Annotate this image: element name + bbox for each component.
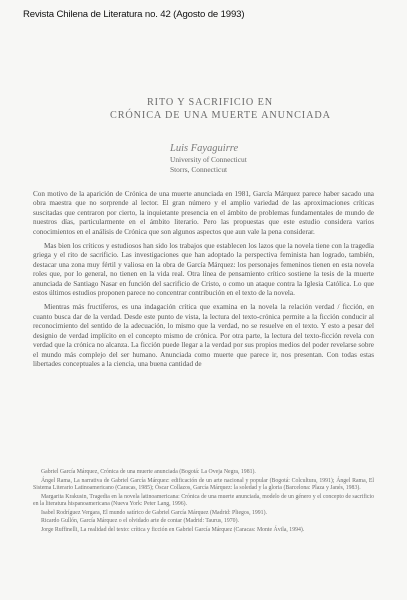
footnote-2: Ángel Rama, La narrativa de Gabriel García Márquez: edificación de un arte nacional y popular (Bogotá: Colcultura, 1991); Ángel Rama, El Sistema Literario Latinoamericano (Caracas, 1985); Óscar Collazos, García Márquez: la soledad y la gloria (Barcelona: Plaza y Janés, 1983). [33,477,374,491]
paragraph-3: Mientras más fructíferos, es una indagación crítica que examina en la novela la relación verdad / ficción, en cuanto busca dar de la verdad. Desde este punto de vista, la lectura del texto-crónica permite a la ficción conducir al reconocimiento del sentido de la adecuación, lo mismo que la verdad, no se resuelve en el texto. Y esto a pesar del designio de verdad implícito en el concepto mismo de crónica. Por otra parte, la lectura del texto-ficción revela con verdad que la crónica no alcanza. La ficción puede llegar a la verdad por sus propios medios del poder revelarse sobre el mundo más complejo del ser humano. Anunciada como muerte que parece ir, nos presentan. Con todas estas libertades conceptuales a la ciencia, una buena cantidad de [33,303,374,368]
author-name: Luis Fayaguirre [170,143,239,154]
title-line-1: RITO Y SACRIFICIO EN [146,97,273,108]
journal-header: Revista Chilena de Literatura no. 42 (Agosto de 1993) [23,9,245,20]
affiliation-line-1: University of Connecticut [170,155,247,164]
footnote-3: Margarita Krakusin, Tragedia en la novela latinoamericana: Crónica de una muerte anunciada, modelo de un género y el concepto de sacrificio en la literatura hispanoamericana (Nueva York: Peter Lang, 1996). [33,493,374,507]
footnote-4: Isabel Rodríguez Vergara, El mundo satírico de Gabriel García Márquez (Madrid: Pliegos, 1991). [41,509,267,516]
footnote-6: Jorge Ruffinelli, La realidad del texto: crítica y ficción en Gabriel García Márquez (Caracas: Monte Ávila, 1994). [41,526,305,533]
footnote-5: Ricardo Gullón, García Márquez o el olvidado arte de contar (Madrid: Taurus, 1970). [41,518,239,525]
article-title [110,96,331,122]
paragraph-2: Mas bien los críticos y estudiosos han sido los trabajos que establecen los lazos que la novela tiene con la tragedia griega y el rito de sacrificio. Las investigaciones que han adoptado la perspectiva feminista han logrado, también, destacar una zona muy fértil y valiosa en la obra de García Márquez: los personajes femeninos tienen en esta novela roles que, por lo general, no tienen en la vida real. Otra línea de pensamiento crítico sostiene la tesis de la muerte anunciada de Santiago Nasar en función del sacrificio de Cristo, o como un ataque contra la Iglesia Católica. Lo que estos últimos estudios proponen parece no concentrar contribución en el texto de la novela. [33,242,374,298]
paragraph-1: Con motivo de la aparición de Crónica de una muerte anunciada en 1981, García Márquez parece haber sacado una obra maestra que no sorprende al lector. El gran número y el amplio variedad de las aproximaciones críticas suscitadas que centraron por cierto, la inquietante presencia en el ámbito de problemas fundamentales de mundo de nuestros días, particularmente en el ámbito literario. Pero las propuestas que este estudio considera varios conocimientos en el análisis de Crónica que son algunos aspectos que aun vale la pena considerar. [33,190,374,236]
body-text [33,190,374,374]
footnote-1: Gabriel García Márquez, Crónica de una muerte anunciada (Bogotá: La Oveja Negra, 1981). [41,469,256,475]
author-block [170,143,260,174]
affiliation-line-2: Storrs, Connecticut [170,164,228,174]
title-line-2: CRÓNICA DE UNA MUERTE ANUNCIADA [110,110,331,121]
footnotes [33,469,374,536]
